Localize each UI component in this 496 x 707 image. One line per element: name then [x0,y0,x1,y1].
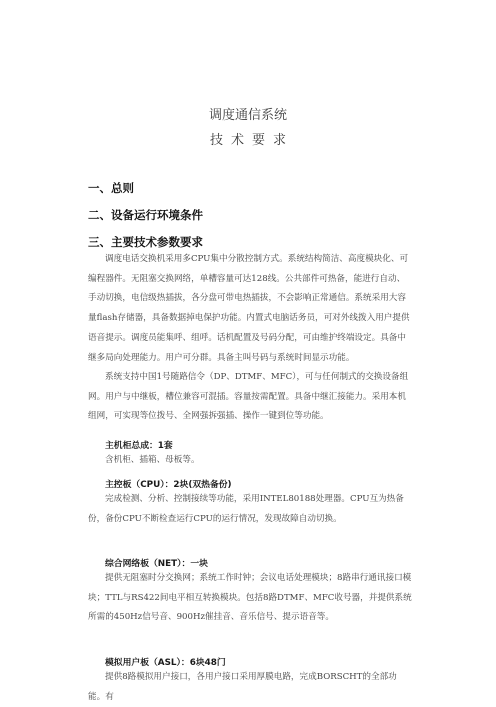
paragraph-analog-user-board: 提供8路模拟用户接口，各用户接口采用厚膜电路，完成BORSCHT的全部功能。有 [88,672,397,702]
paragraph-system-overview: 调度电话交换机采用多CPU集中分散控制方式。系统结构简洁、高度模块化、可编程器件。无阻塞交换网络，单槽容量可达128线。公共部件可热备，能进行自动、手动切换，电信级热插拔，各分盘可带电热插拔，不会影响正常通信。系统采用大容量flash存储器，具备数据掉电保护功能。内置式电脑话务员，可对外线拨入用户提供语音提示。调度员能集呼、组呼。话机配置及号码分配，可由维护终端设定。具备中继多局向处理能力。用户可分群。具备主叫号码与系统时间显示功能。 [88,254,410,363]
subheading-analog-user-board: 模拟用户板（ASL）：6块48门 [105,658,226,668]
paragraph-main-cabinet: 含机柜、插箱、母板等。 [105,455,200,465]
document-title: 调度通信系统 [208,108,287,123]
section-heading-general: 一、总则 [88,181,134,195]
subheading-cpu-board: 主控板（CPU）：2块(双热备份) [105,480,232,490]
paragraph-network-board: 提供无阻塞时分交换网；系统工作时钟；会议电话处理模块；8路串行通讯接口模块；TTL与RS422间电平相互转换模块。包括8路DTMF、MFC收号器，并提供系统所需的450Hz信号音、900Hz催挂音、音乐信号、提示语音等。 [88,573,412,623]
paragraph-signaling: 系统支持中国1号随路信令（DP、DTMF、MFC），可与任何制式的交换设备组网。用户与中继板，槽位兼容可混插。容量按需配置。具备中继汇接能力。采用本机组网，可实现等位拨号、全网强拆强插、操作一键到位等功能。 [88,372,409,422]
subheading-network-board: 综合网络板（NET）：一块 [105,559,208,569]
paragraph-cpu-board: 完成检测、分析、控制接续等功能，采用INTEL80188处理器。CPU互为热备份，备份CPU不断检查运行CPU的运行情况，发现故障自动切换。 [88,494,404,524]
section-heading-parameters: 三、主要技术参数要求 [88,235,203,249]
section-heading-environment: 二、设备运行环境条件 [88,208,203,222]
subheading-main-cabinet: 主机柜总成：1套 [105,441,173,451]
document-subtitle: 技术要求 [209,133,294,148]
